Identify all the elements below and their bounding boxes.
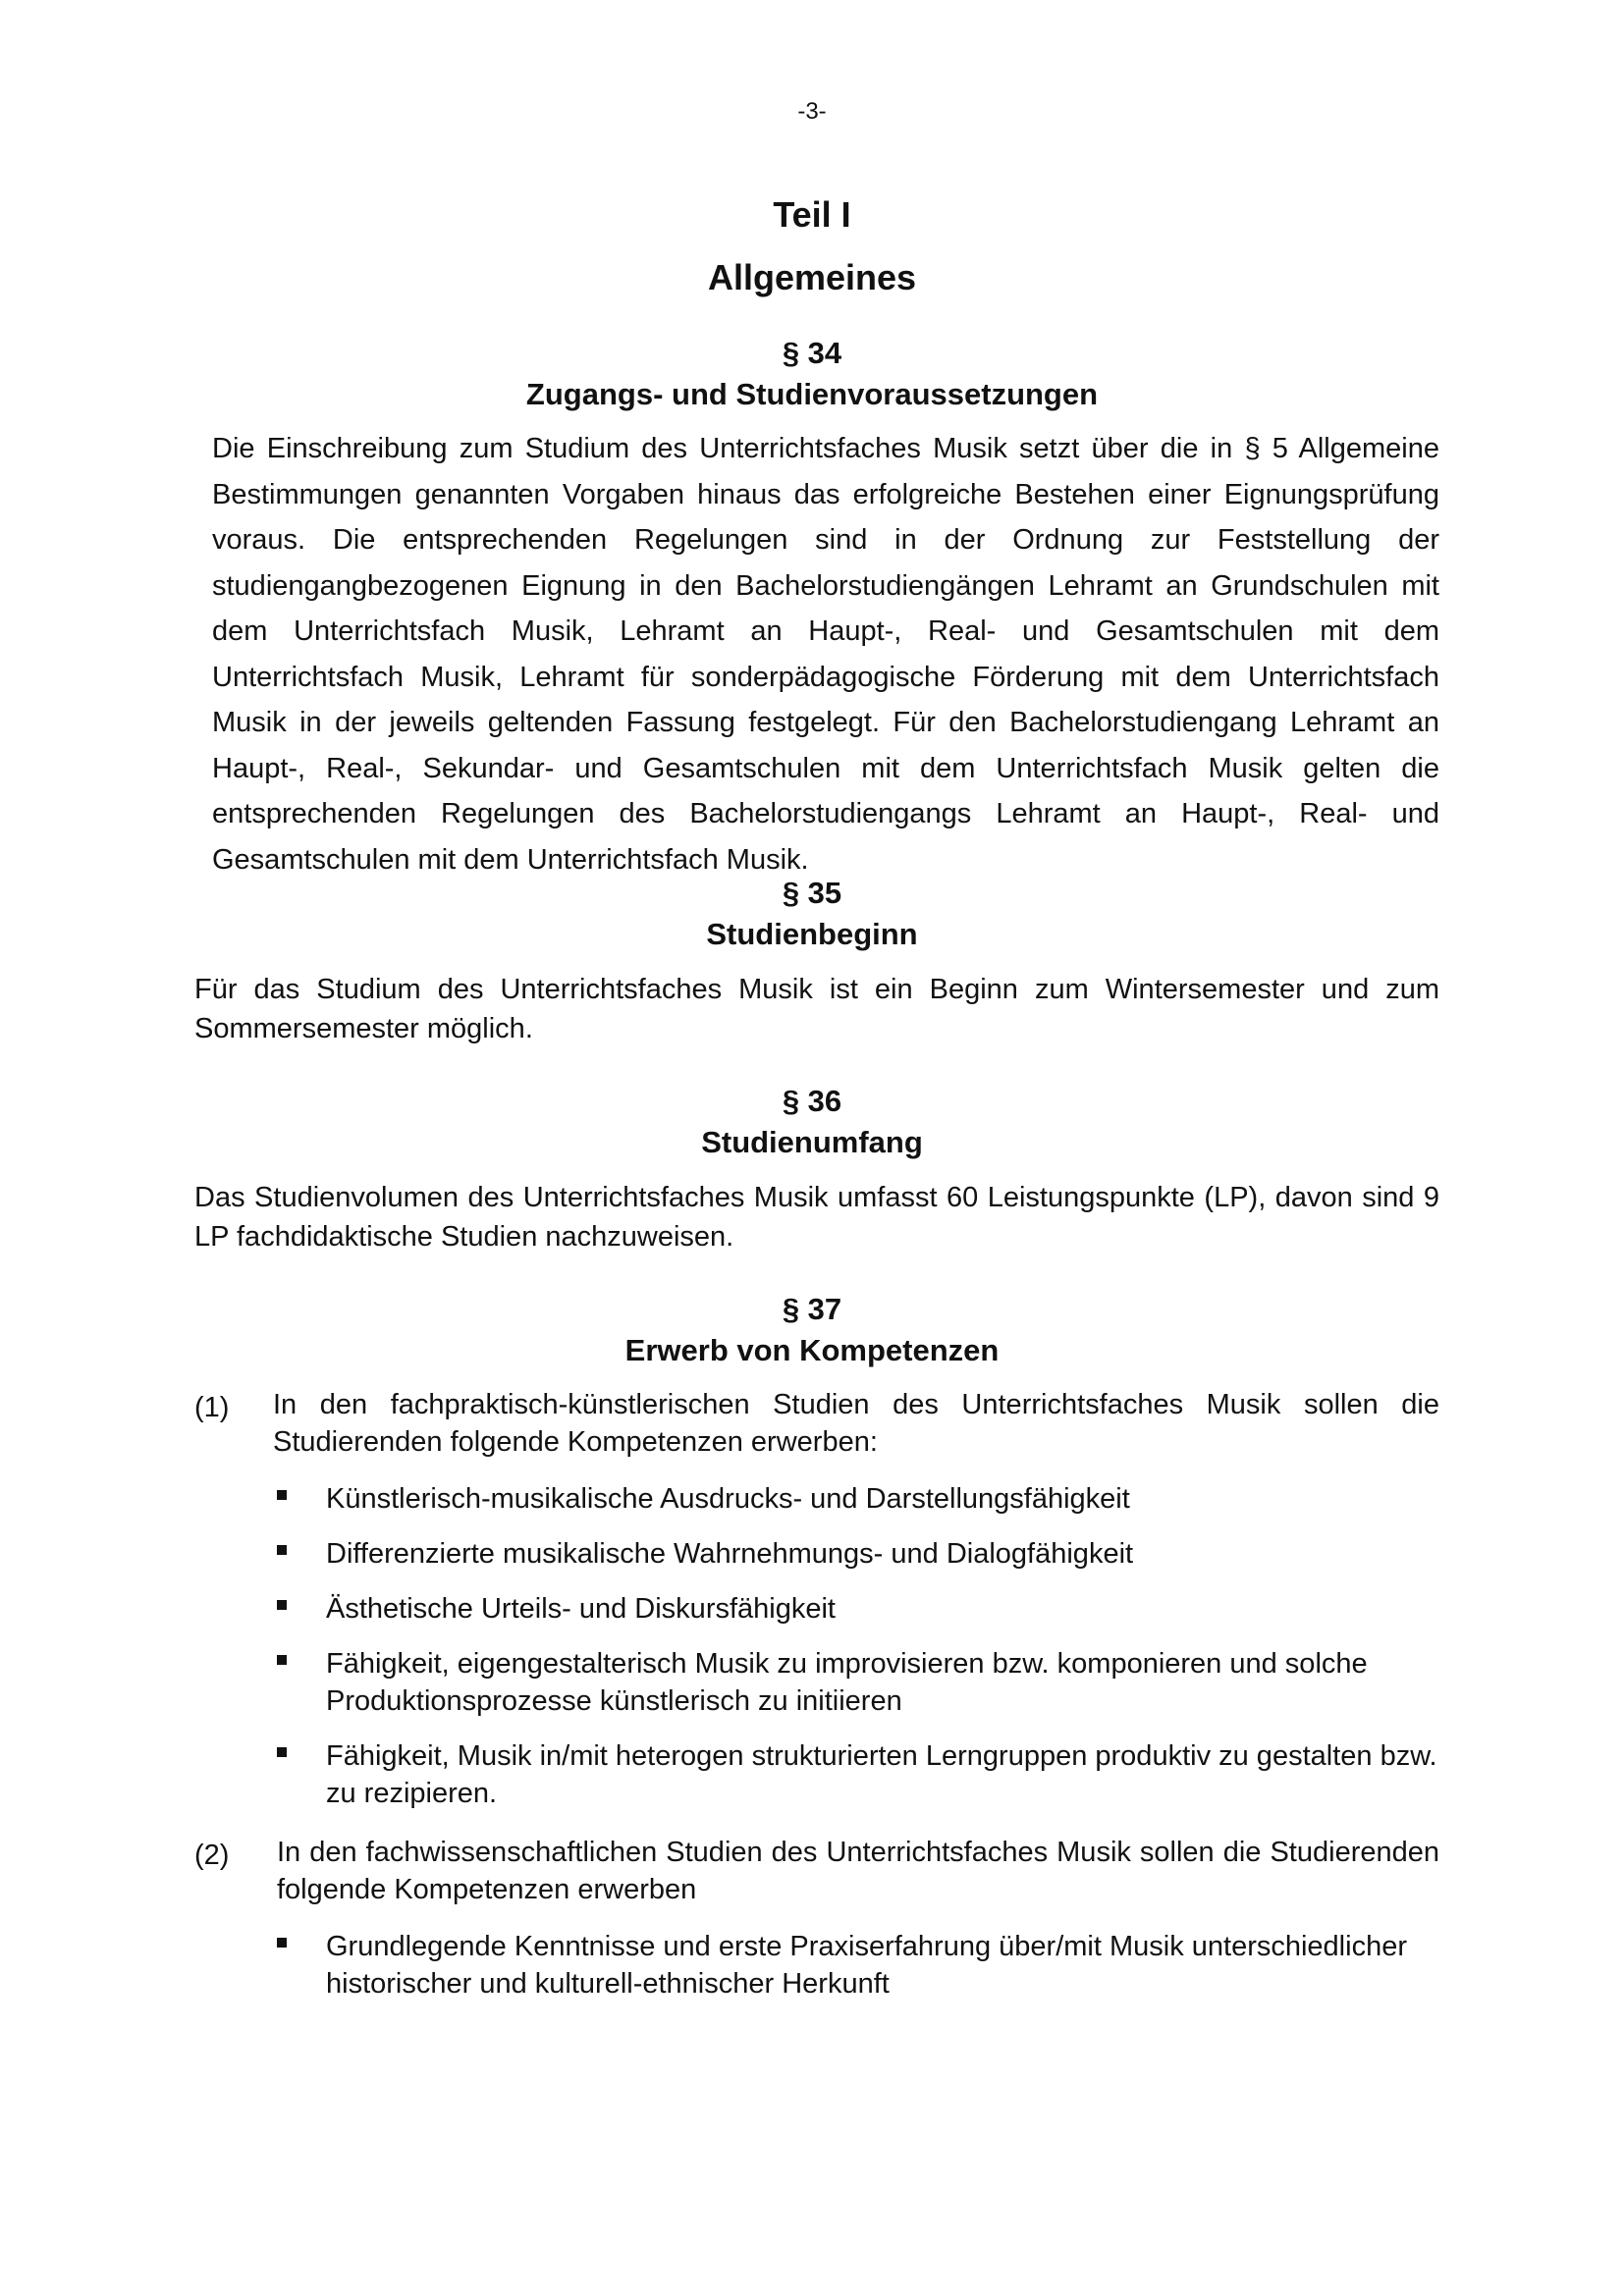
- bullet-square-icon: [277, 1655, 287, 1665]
- bullet-square-icon: [277, 1600, 287, 1610]
- list-item-text: Ästhetische Urteils- und Diskursfähigkeit: [326, 1593, 836, 1625]
- bullet-square-icon: [277, 1938, 287, 1948]
- bullet-square-icon: [277, 1490, 287, 1500]
- list-item-text: Künstlerisch-musikalische Ausdrucks- und Darstellungsfähigkeit: [326, 1483, 1130, 1515]
- section-34-text: Die Einschreibung zum Studium des Unterrichtsfaches Musik setzt über die in § 5 Allgemeine Bestimmungen genannten Vorgaben hinaus das erfolgreiche Bestehen einer Eignungsprüfung voraus. Die entsprechenden Regelungen sind in der Ordnung zur Feststellung der studiengangbezogenen Eignung in den Bachelorstudiengängen Lehramt an Grundschulen mit dem Unterrichtsfach Musik, Lehramt an Haupt-, Real- und Gesamtschulen mit dem Unterrichtsfach Musik, Lehramt für sonderpädagogische Förderung mit dem Unterrichtsfach Musik in der jeweils geltenden Fassung festgelegt. Für den Bachelorstudiengang Lehramt an Haupt-, Real-, Sekundar- und Gesamtschulen mit dem Unterrichtsfach Musik gelten die entsprechenden Regelungen des Bachelorstudiengangs Lehramt an Haupt-, Real- und Gesamtschulen mit dem Unterrichtsfach Musik.: [212, 433, 1439, 876]
- item-1-number: (1): [194, 1392, 230, 1423]
- part-label: Teil I: [773, 194, 851, 235]
- list-item-text: Fähigkeit, Musik in/mit heterogen strukturierten Lerngruppen produktiv zu gestalten bzw. zu rezipieren.: [326, 1740, 1437, 1809]
- section-34-title: Zugangs- und Studienvoraussetzungen: [525, 377, 1099, 411]
- item-1-text: In den fachpraktisch-künstlerischen Studien des Unterrichtsfaches Musik sollen die Studierenden folgende Kompetenzen erwerben:: [273, 1389, 1439, 1458]
- item-2-number: (2): [194, 1840, 230, 1871]
- page-number: -3-: [797, 98, 827, 125]
- section-37-number: § 37: [782, 1292, 842, 1326]
- section-35-text: Für das Studium des Unterrichtsfaches Musik ist ein Beginn zum Wintersemester und zum Sommersemester möglich.: [194, 974, 1439, 1044]
- list-item-text: Grundlegende Kenntnisse und erste Praxiserfahrung über/mit Musik unterschiedlicher historischer und kulturell-ethnischer Herkunft: [326, 1931, 1407, 2000]
- section-36-title: Studienumfang: [701, 1125, 923, 1159]
- section-36-text: Das Studienvolumen des Unterrichtsfaches Musik umfasst 60 Leistungspunkte (LP), davon sind 9 LP fachdidaktische Studien nachzuweisen.: [194, 1182, 1439, 1253]
- list-item-text: Differenzierte musikalische Wahrnehmungs- und Dialogfähigkeit: [326, 1538, 1134, 1570]
- section-34-number: § 34: [782, 336, 842, 370]
- bullet-square-icon: [277, 1545, 287, 1555]
- section-36-number: § 36: [782, 1084, 842, 1118]
- section-35-number: § 35: [782, 876, 842, 910]
- part-title: Allgemeines: [707, 257, 917, 297]
- section-37-title: Erwerb von Kompetenzen: [624, 1333, 1000, 1367]
- bullet-square-icon: [277, 1747, 287, 1757]
- item-2-text: In den fachwissenschaftlichen Studien des Unterrichtsfaches Musik sollen die Studierenden folgende Kompetenzen erwerben: [277, 1837, 1439, 1905]
- list-item-text: Fähigkeit, eigengestalterisch Musik zu improvisieren bzw. komponieren und solche Produktionsprozesse künstlerisch zu initiieren: [326, 1648, 1368, 1717]
- section-35-title: Studienbeginn: [706, 917, 918, 951]
